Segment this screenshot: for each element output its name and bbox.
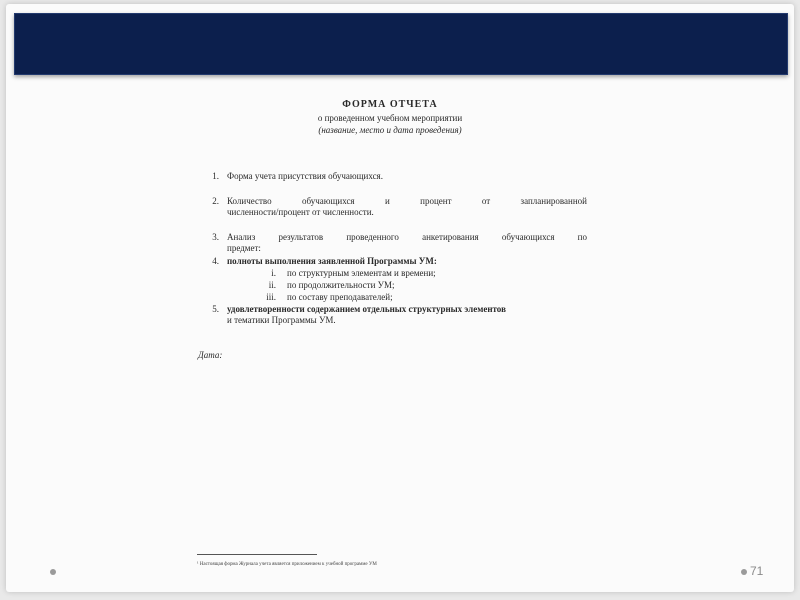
- item-text: Количество обучающихся и процент от запланированной: [227, 196, 587, 206]
- item-number: 5.: [212, 304, 219, 314]
- item-number: 2.: [212, 196, 219, 206]
- subitem-text: по продолжительности УМ;: [287, 280, 395, 290]
- page-number: 71: [750, 564, 764, 578]
- form-note: (название, место и дата проведения): [318, 125, 462, 135]
- subitem-number: ii.: [268, 280, 276, 290]
- subitem-number: iii.: [266, 292, 276, 302]
- form-title: ФОРМА ОТЧЕТА: [342, 99, 438, 110]
- item-number: 3.: [212, 232, 219, 242]
- form-subtitle: о проведенном учебном мероприятии: [317, 113, 463, 123]
- bullet-icon: [741, 569, 747, 575]
- item-number: 1.: [212, 171, 219, 181]
- subitem-text: по составу преподавателей;: [287, 292, 393, 302]
- item-text-continued: предмет:: [227, 243, 261, 253]
- item-text: Форма учета присутствия обучающихся.: [227, 171, 383, 181]
- item-text-continued: численности/процент от численности.: [227, 207, 374, 217]
- item-text: удовлетворенности содержанием отдельных структурных элементов: [227, 304, 506, 314]
- footnote: ¹ Настоящая форма Журнала учета является приложением к учебной программе УМ: [197, 562, 377, 567]
- item-text: полноты выполнения заявленной Программы УМ:: [227, 256, 437, 266]
- footnote-separator: [197, 554, 317, 555]
- bullet-icon: [50, 569, 56, 575]
- item-number: 4.: [212, 256, 219, 266]
- item-text: Анализ результатов проведенного анкетирования обучающихся по: [227, 232, 587, 242]
- subitem-number: i.: [271, 268, 276, 278]
- date-label: Дата:: [198, 350, 223, 360]
- item-text-continued: и тематики Программы УМ.: [227, 315, 336, 325]
- subitem-text: по структурным элементам и времени;: [287, 268, 436, 278]
